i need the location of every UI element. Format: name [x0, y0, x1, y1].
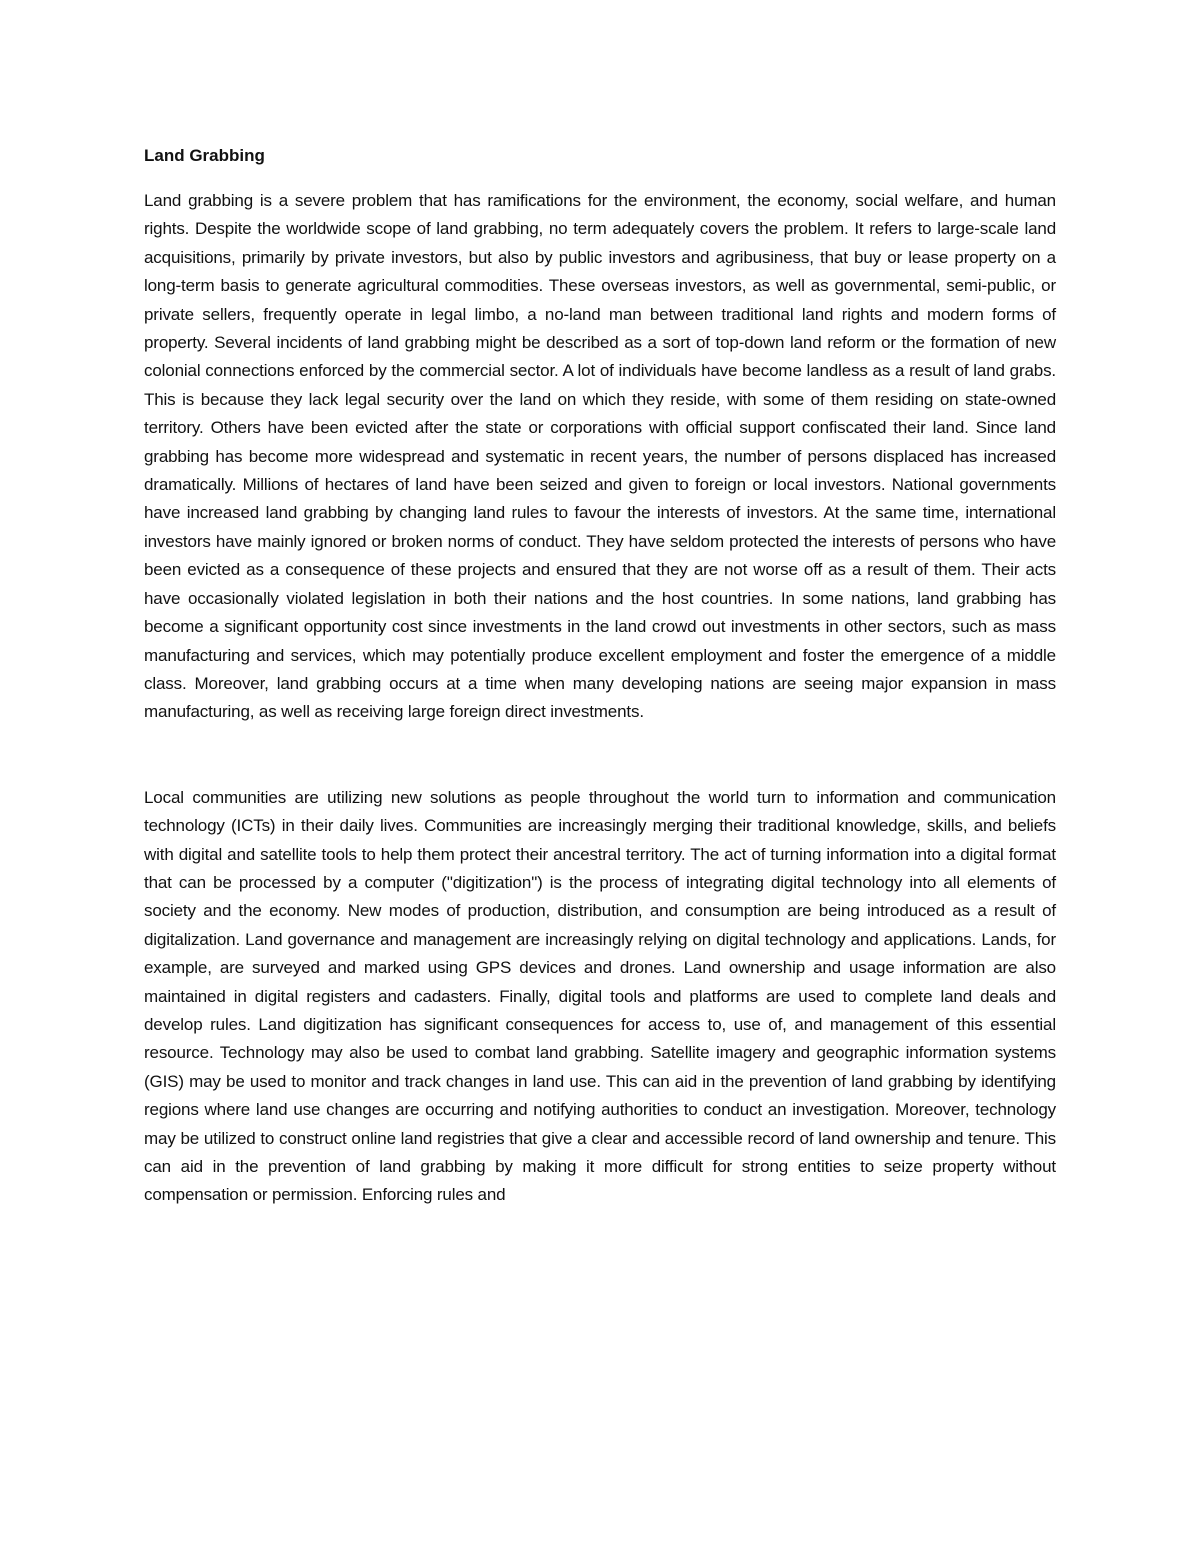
paragraph-digital-technology: Local communities are utilizing new solutions as people throughout the world turn to information and communication technology (ICTs) in their daily lives. Communities are increasingly merging their traditional knowledge, skills, and beliefs with digital and satellite tools to help them protect their ancestral territory. The act of turning information into a digital format that can be processed by a computer ("digitization") is the process of integrating digital technology into all elements of society and the economy. New modes of production, distribution, and consumption are being introduced as a result of digitalization. Land governance and management are increasingly relying on digital technology and applications. Lands, for example, are surveyed and marked using GPS devices and drones. Land ownership and usage information are also maintained in digital registers and cadasters. Finally, digital tools and platforms are used to complete land deals and develop rules. Land digitization has significant consequences for access to, use of, and management of this essential resource. Technology may also be used to combat land grabbing. Satellite imagery and geographic information systems (GIS) may be used to monitor and track changes in land use. This can aid in the prevention of land grabbing by identifying regions where land use changes are occurring and notifying authorities to conduct an investigation. Moreover, technology may be utilized to construct online land registries that give a clear and accessible record of land ownership and tenure. This can aid in the prevention of land grabbing by making it more difficult for strong entities to seize property without compensation or permission. Enforcing rules and — [144, 787, 1056, 1205]
paragraph-land-grabbing-overview: Land grabbing is a severe problem that has ramifications for the environment, the economy, social welfare, and human rights. Despite the worldwide scope of land grabbing, no term adequately covers the problem. It refers to large-scale land acquisitions, primarily by private investors, but also by public investors and agribusiness, that buy or lease property on a long-term basis to generate agricultural commodities. These overseas investors, as well as governmental, semi-public, or private sellers, frequently operate in legal limbo, a no-land man between traditional land rights and modern forms of property. Several incidents of land grabbing might be described as a sort of top-down land reform or the formation of new colonial connections enforced by the commercial sector. A lot of individuals have become landless as a result of land grabs. This is because they lack legal security over the land on which they reside, with some of them residing on state-owned territory. Others have been evicted after the state or corporations with official support confiscated their land. Since land grabbing has become more widespread and systematic in recent years, the number of persons displaced has increased dramatically. Millions of hectares of land have been seized and given to foreign or local investors. National governments have increased land grabbing by changing land rules to favour the interests of investors. At the same time, international investors have mainly ignored or broken norms of conduct. They have seldom protected the interests of persons who have been evicted as a consequence of these projects and ensured that they are not worse off as a result of them. Their acts have occasionally violated legislation in both their nations and the host countries. In some nations, land grabbing has become a significant opportunity cost since investments in the land crowd out investments in other sectors, such as mass manufacturing and services, which may potentially produce excellent employment and foster the emergence of a middle class. Moreover, land grabbing occurs at a time when many developing nations are seeing major expansion in mass manufacturing, as well as receiving large foreign direct investments. — [144, 191, 1056, 722]
document-title: Land Grabbing — [144, 146, 265, 165]
document-body — [144, 142, 1056, 1210]
